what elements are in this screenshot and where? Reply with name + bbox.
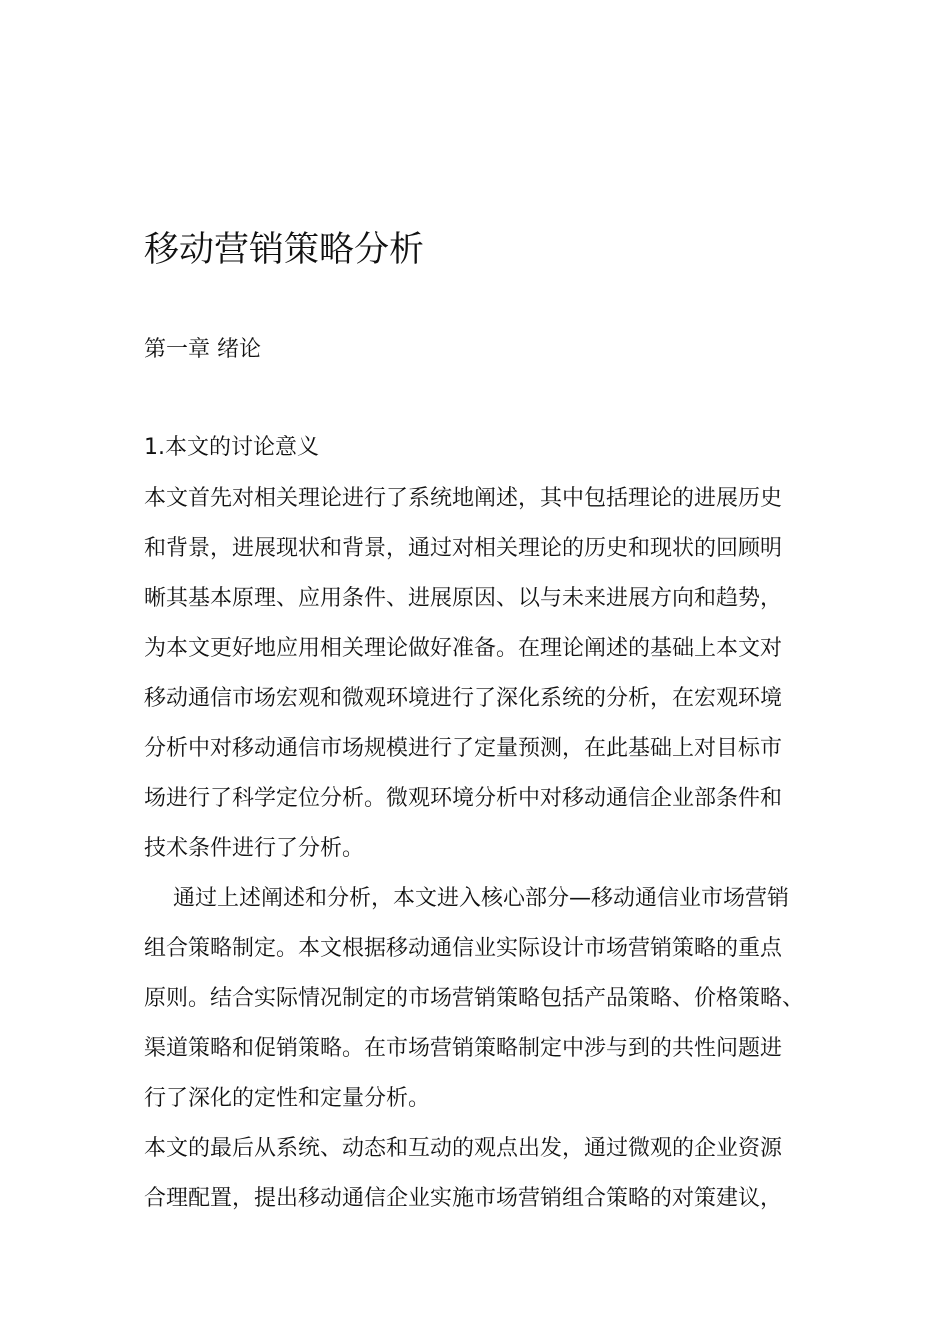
body-line: 渠道策略和促销策略。在市场营销策略制定中涉与到的共性问题进: [144, 1036, 783, 1061]
body-line: 行了深化的定性和定量分析。: [144, 1086, 431, 1111]
chapter-heading: 第一章 绪论: [144, 337, 261, 362]
body-line: 场进行了科学定位分析。微观环境分析中对移动通信企业部条件和: [144, 786, 783, 811]
body-line: 通过上述阐述和分析，本文进入核心部分—移动通信业市场营销: [173, 886, 790, 911]
body-line: 原则。结合实际情况制定的市场营销策略包括产品策略、价格策略、: [144, 986, 805, 1011]
body-line: 本文的最后从系统、动态和互动的观点出发，通过微观的企业资源: [144, 1136, 783, 1161]
body-line: 和背景，进展现状和背景，通过对相关理论的历史和现状的回顾明: [144, 536, 783, 561]
section-heading: 1.本文的讨论意义: [144, 435, 319, 460]
body-line: 组合策略制定。本文根据移动通信业实际设计市场营销策略的重点: [144, 936, 783, 961]
body-line: 晰其基本原理、应用条件、进展原因、以与未来进展方向和趋势，: [144, 586, 783, 611]
body-line: 合理配置，提出移动通信企业实施市场营销组合策略的对策建议，: [144, 1186, 783, 1211]
body-line: 技术条件进行了分析。: [144, 836, 365, 861]
body-text: [144, 480, 844, 1230]
body-line: 移动通信市场宏观和微观环境进行了深化系统的分析，在宏观环境: [144, 686, 783, 711]
body-line: 本文首先对相关理论进行了系统地阐述，其中包括理论的进展历史: [144, 486, 783, 511]
document-title: 移动营销策略分析: [144, 230, 425, 270]
body-line: 为本文更好地应用相关理论做好准备。在理论阐述的基础上本文对: [144, 636, 783, 661]
body-line: 分析中对移动通信市场规模进行了定量预测，在此基础上对目标市: [144, 736, 783, 761]
